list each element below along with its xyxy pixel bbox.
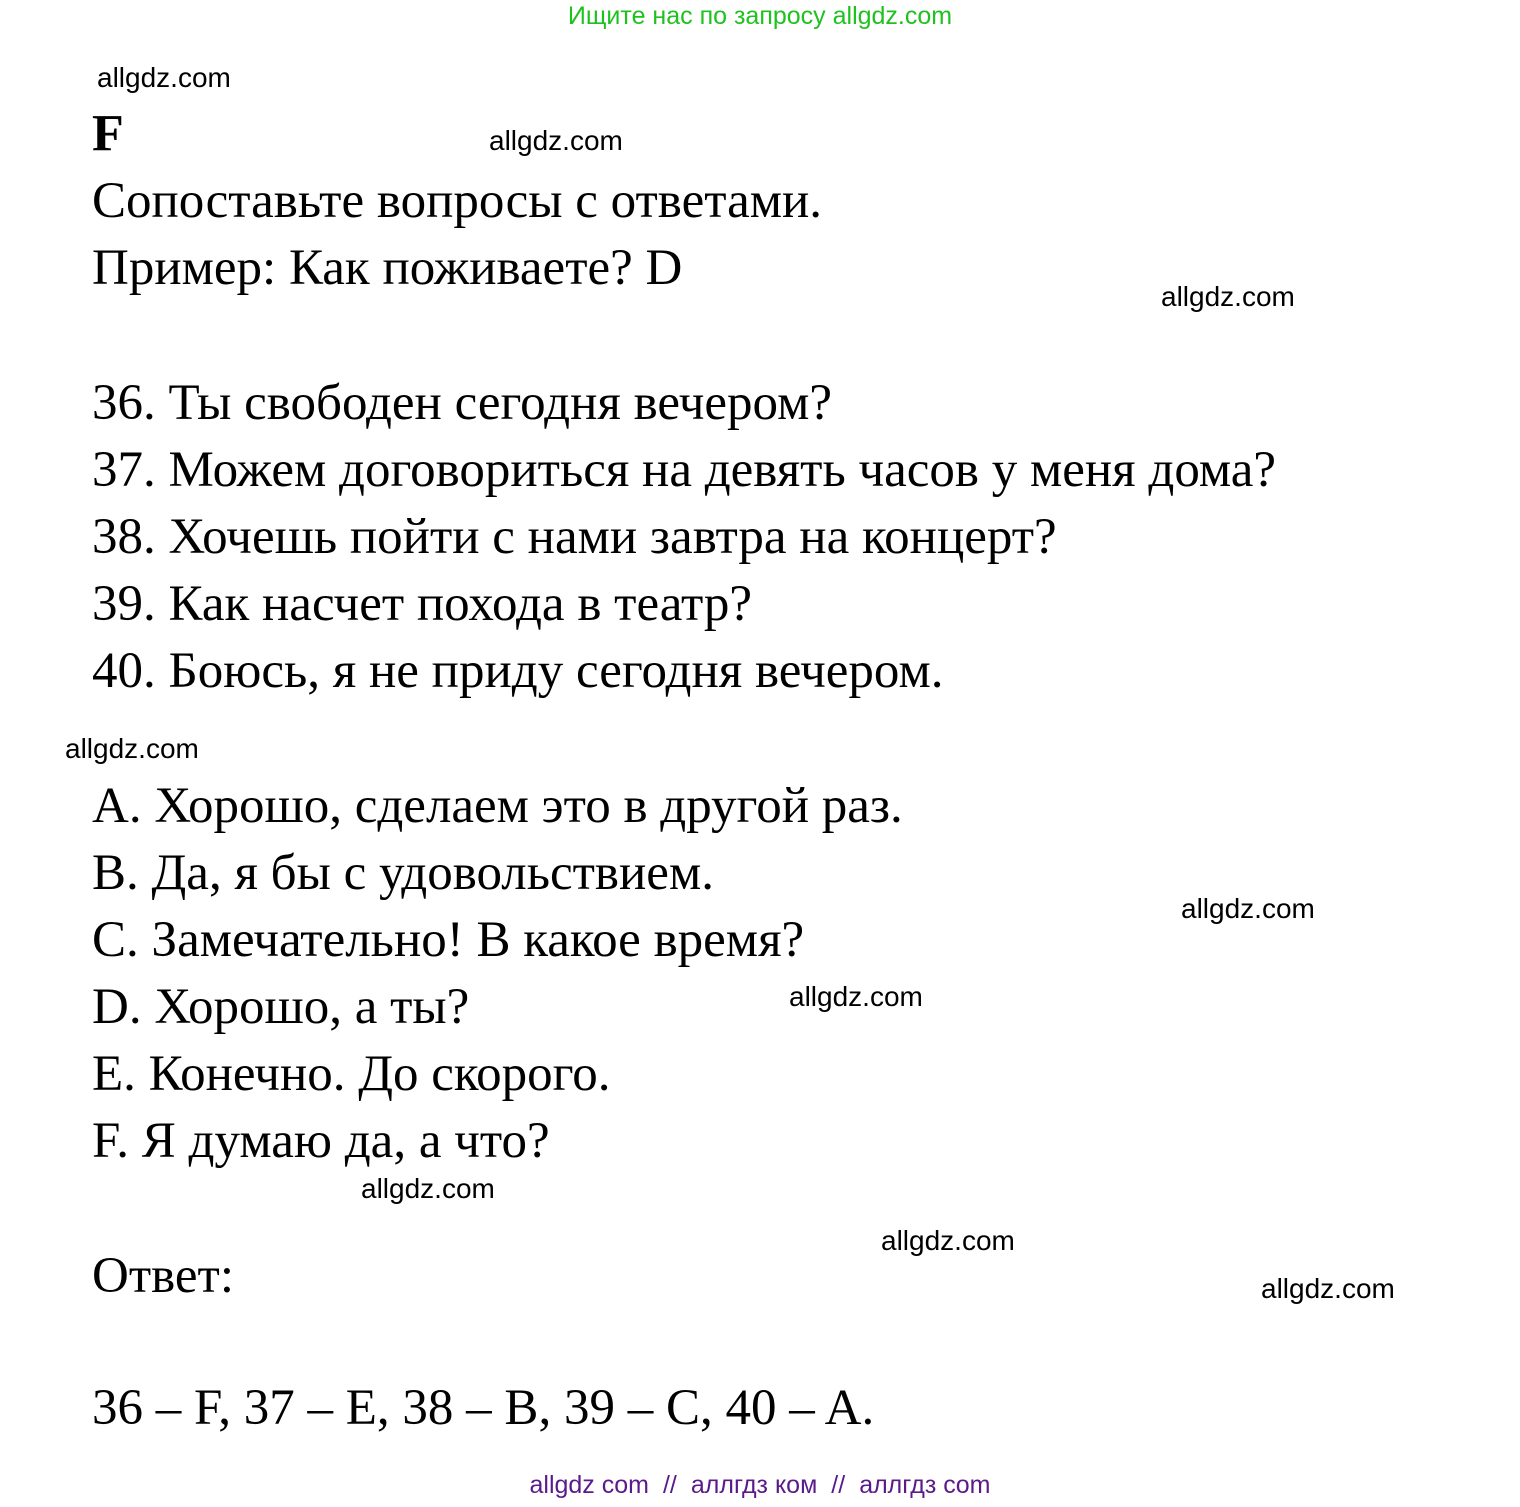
question-37: 37. Можем договориться на девять часов у меня дома? <box>92 442 1277 498</box>
watermark: allgdz.com <box>1181 893 1315 924</box>
question-39: 39. Как насчет похода в театр? <box>92 576 753 632</box>
footer-item: allgdz com <box>529 1471 649 1499</box>
top-banner: Ищите нас по запросу allgdz.com <box>567 2 953 30</box>
question-40: 40. Боюсь, я не приду сегодня вечером. <box>92 643 944 699</box>
watermark: allgdz.com <box>1161 281 1295 312</box>
answer-f: F. Я думаю да, а что? <box>92 1113 550 1169</box>
section-letter: F <box>92 105 124 162</box>
example: Пример: Как поживаете? D <box>92 240 683 296</box>
footer-item: аллгдз ком <box>690 1471 818 1499</box>
answer-b: B. Да, я бы с удовольствием. <box>92 845 714 901</box>
watermark: allgdz.com <box>1261 1273 1395 1304</box>
watermark: allgdz.com <box>361 1173 495 1204</box>
footer-separator: // <box>662 1471 677 1499</box>
answer-value: 36 – F, 37 – E, 38 – B, 39 – C, 40 – A. <box>92 1380 875 1436</box>
answer-c: C. Замечательно! В какое время? <box>92 912 805 968</box>
watermark: allgdz.com <box>881 1225 1015 1256</box>
watermark: allgdz.com <box>489 125 623 156</box>
question-38: 38. Хочешь пойти с нами завтра на концерт? <box>92 509 1057 565</box>
bottom-banner <box>0 1471 1520 1500</box>
watermark: allgdz.com <box>97 62 231 93</box>
watermark: allgdz.com <box>789 981 923 1012</box>
footer-item: аллгдз com <box>859 1471 991 1499</box>
watermark: allgdz.com <box>65 733 199 764</box>
answer-label: Ответ: <box>92 1248 234 1304</box>
footer-separator: // <box>831 1471 846 1499</box>
answer-e: E. Конечно. До скорого. <box>92 1046 611 1102</box>
answer-d: D. Хорошо, а ты? <box>92 979 470 1035</box>
question-36: 36. Ты свободен сегодня вечером? <box>92 375 832 431</box>
instruction: Сопоставьте вопросы с ответами. <box>92 173 823 229</box>
answer-a: A. Хорошо, сделаем это в другой раз. <box>92 778 903 834</box>
